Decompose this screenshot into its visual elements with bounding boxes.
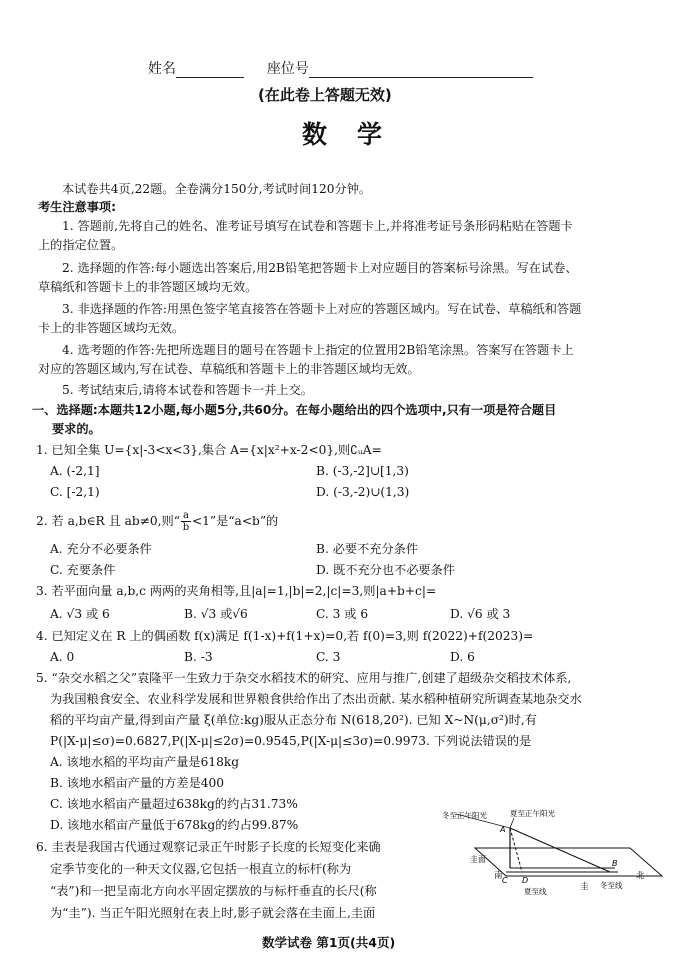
winter-line-label: 冬至线 — [600, 881, 623, 890]
name-label: 姓名 — [148, 61, 176, 77]
note-line: 1. 答题前,先将自己的姓名、准考证号填写在试卷和答题卡上,并将准考证号条形码粘贴在答题卡 — [62, 219, 573, 233]
q4-option-d: D. 6 — [450, 650, 475, 664]
q2-stem-pre: 2. 若 a,b∈R 且 ab≠0,则“ — [36, 514, 180, 528]
q5-option-a: A. 该地水稻的平均亩产量是618kg — [50, 755, 240, 769]
notes-heading: 考生注意事项: — [38, 200, 116, 214]
gnomon-figure — [440, 808, 675, 908]
section-heading-cont: 要求的。 — [52, 422, 101, 436]
q5-option-b: B. 该地水稻亩产量的方差是400 — [50, 776, 225, 790]
gui-face-label: 圭面 — [470, 855, 486, 864]
summer-line-label: 夏至线 — [524, 887, 547, 896]
point-b-label: B — [612, 859, 618, 868]
q5-option-c: C. 该地水稻亩产量超过638kg的约占31.73% — [50, 797, 298, 811]
question-2-stem — [36, 510, 278, 533]
question-5-stem-cont: 稻的平均亩产量,得到亩产量 ξ(单位:kg)服从正态分布 N(618,20²). 已知 X~N(μ,σ²)时,有 — [50, 713, 537, 727]
q3-option-b: B. √3 或√6 — [184, 607, 248, 621]
question-6-stem-cont: 为“圭”). 当正午阳光照射在表上时,影子就会落在圭面上,圭面 — [50, 906, 376, 920]
q2-option-b: B. 必要不充分条件 — [316, 542, 419, 556]
note-line: 上的指定位置。 — [38, 238, 124, 252]
q4-option-b: B. -3 — [184, 650, 213, 664]
gui-label: 圭 — [580, 882, 589, 892]
name-blank — [176, 63, 244, 78]
question-5-stem-cont: P(|X-μ|≤σ)=0.6827,P(|X-μ|≤2σ)=0.9545,P(|X-μ|≤3σ)=0.9973. 下列说法错误的是 — [50, 734, 532, 748]
question-3-stem: 3. 若平面向量 a,b,c 两两的夹角相等,且|a|=1,|b|=2,|c|=3,则|a+b+c|= — [36, 584, 437, 598]
question-6-stem-cont: “表”)和一把呈南北方向水平固定摆放的与标杆垂直的长尺(称 — [50, 884, 377, 898]
note-line: 5. 考试结束后,请将本试卷和答题卡一并上交。 — [62, 383, 313, 397]
intro-text: 本试卷共4页,22题。全卷满分150分,考试时间120分钟。 — [62, 182, 372, 196]
note-line: 3. 非选择题的作答:用黑色签字笔直接答在答题卡上对应的答题区域内。写在试卷、草稿纸和答题 — [62, 302, 582, 316]
q1-option-a: A. (-2,1] — [50, 464, 100, 478]
point-d-label: D — [522, 876, 529, 885]
question-4-stem: 4. 已知定义在 R 上的偶函数 f(x)满足 f(1-x)+f(1+x)=0,若 f(0)=3,则 f(2022)+f(2023)= — [36, 629, 534, 643]
note-line: 卡上的非答题区域均无效。 — [38, 321, 185, 335]
seat-label: 座位号 — [266, 61, 309, 77]
q2-option-d: D. 既不充分也不必要条件 — [316, 563, 455, 577]
q5-option-d: D. 该地水稻亩产量低于678kg的约占99.87% — [50, 818, 299, 832]
q1-option-b: B. (-3,-2]∪[1,3) — [316, 464, 409, 478]
q3-option-a: A. √3 或 6 — [50, 607, 110, 621]
point-a-label: A — [500, 825, 506, 834]
summer-light-label: 夏至正午阳光 — [510, 809, 555, 818]
question-5-stem: 5. “杂交水稻之父”袁隆平一生致力于杂交水稻技术的研究、应用与推广,创建了超级杂交稻技术体系, — [36, 671, 572, 685]
header-fields — [148, 60, 533, 78]
summer-ray — [510, 828, 522, 872]
q1-option-d: D. (-3,-2)∪(1,3) — [316, 485, 410, 499]
question-1-stem: 1. 已知全集 U={x|-3<x<3},集合 A={x|x²+x-2<0},则∁ᵤA= — [36, 443, 382, 457]
page-title: 数学 — [302, 120, 413, 149]
question-6-stem-cont: 定季节变化的一种天文仪器,它包括一根直立的标杆(称为 — [50, 862, 352, 876]
q3-option-d: D. √6 或 3 — [450, 607, 511, 621]
note-line: 2. 选择题的作答:每小题选出答案后,用2B铅笔把答题卡上对应题目的答案标号涂黑。写在试卷、 — [62, 261, 578, 275]
section-heading: 一、选择题:本题共12小题,每小题5分,共60分。在每小题给出的四个选项中,只有一项是符合题目 — [32, 403, 557, 417]
q2-frac-num: a — [182, 510, 189, 521]
q4-option-c: C. 3 — [316, 650, 341, 664]
note-line: 4. 选考题的作答:先把所选题目的题号在答题卡上指定的位置用2B铅笔涂黑。答案写在答题卡上 — [62, 343, 574, 357]
q1-option-c: C. [-2,1) — [50, 485, 100, 499]
q2-option-a: A. 充分不必要条件 — [50, 542, 152, 556]
note-line: 草稿纸和答题卡上的非答题区域均无效。 — [38, 280, 258, 294]
q4-option-a: A. 0 — [50, 650, 75, 664]
question-5-stem-cont: 为我国粮食安全、农业科学发展和世界粮食供给作出了杰出贡献. 某水稻种植研究所调查某地杂交水 — [50, 692, 582, 706]
point-c-label: C — [502, 876, 508, 885]
q2-frac-den: b — [182, 522, 190, 533]
page-footer: 数学试卷 第1页(共4页) — [262, 935, 396, 950]
winter-ray — [510, 828, 610, 872]
south-label: 南 — [494, 871, 503, 881]
question-6-stem: 6. 圭表是我国古代通过观察记录正午时影子长度的长短变化来确 — [36, 840, 381, 854]
summer-incoming-ray — [510, 818, 514, 828]
seat-blank — [309, 63, 533, 78]
q2-option-c: C. 充要条件 — [50, 563, 116, 577]
q2-stem-post: <1”是“a<b”的 — [191, 514, 279, 528]
north-label: 北 — [636, 871, 645, 881]
invalid-notice: (在此卷上答题无效) — [258, 86, 392, 104]
q2-fraction — [181, 510, 191, 533]
winter-light-label: 冬至正午阳光 — [442, 811, 487, 820]
q3-option-c: C. 3 或 6 — [316, 607, 369, 621]
note-line: 对应的答题区域内,写在试卷、草稿纸和答题卡上的非答题区域均无效。 — [38, 362, 420, 376]
